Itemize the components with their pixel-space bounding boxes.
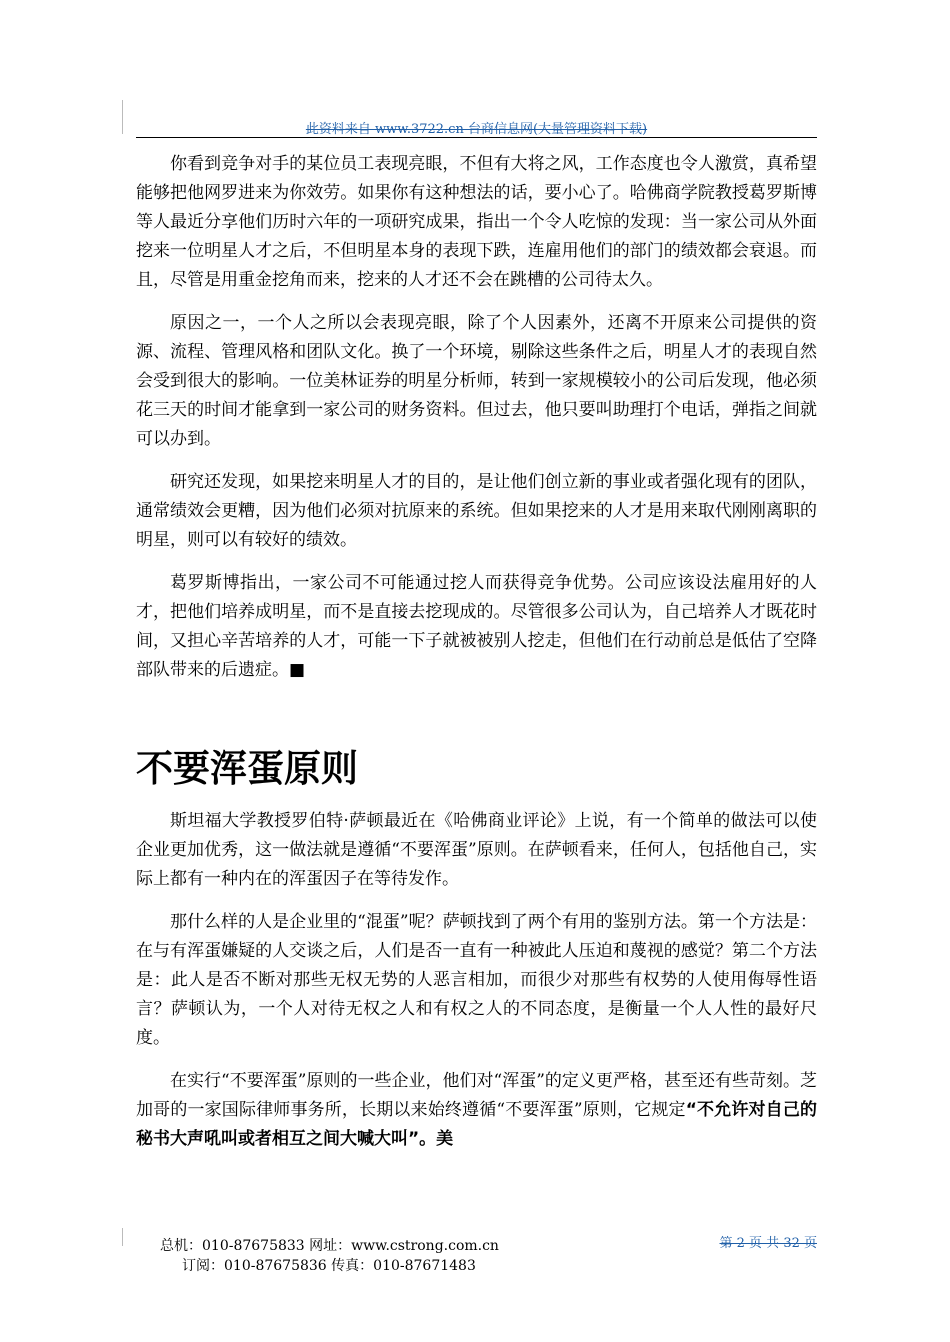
- article-paragraph: 研究还发现，如果挖来明星人才的目的，是让他们创立新的事业或者强化现有的团队，通常绩效会更糟，因为他们必须对抗原来的系统。但如果挖来的人才是用来取代刚刚离职的明星，则可以有较好的绩效。: [136, 472, 817, 550]
- footer-contact-line: 订阅：010-87675836 传真：010-87671483: [182, 1258, 476, 1274]
- emphasized-quote: “不允许对自己的秘书大声吼叫或者相互之间大喊大叫”。美: [136, 1100, 817, 1149]
- article-paragraph: 你看到竞争对手的某位员工表现亮眼，不但有大将之风，工作态度也令人激赏，真希望能够把他网罗进来为你效劳。如果你有这种想法的话，要小心了。哈佛商学院教授葛罗斯博等人最近分享他们历时六年的一项研究成果，指出一个令人吃惊的发现：当一家公司从外面挖来一位明星人才之后，不但明星本身的表现下跌，连雇用他们的部门的绩效都会衰退。而且，尽管是用重金挖角而来，挖来的人才还不会在跳槽的公司待太久。: [136, 154, 817, 290]
- paragraph-text: 在实行“不要浑蛋”原则的一些企业，他们对“浑蛋”的定义更严格，甚至还有些苛刻。芝加哥的一家国际律师事务所，长期以来始终遵循“不要浑蛋”原则，它规定: [136, 1071, 817, 1120]
- article-paragraph: 那什么样的人是企业里的“混蛋”呢？萨顿找到了两个有用的鉴别方法。第一个方法是：在与有浑蛋嫌疑的人交谈之后，人们是否一直有一种被此人压迫和蔑视的感觉？第二个方法是：此人是否不断对那些无权无势的人恶言相加，而很少对那些有权势的人使用侮辱性语言？萨顿认为，一个人对待无权之人和有权之人的不同态度，是衡量一个人人性的最好尺度。: [136, 912, 817, 1048]
- header-source-link[interactable]: 此资料来自 www.3722.cn 台商信息网(大量管理资料下载): [305, 122, 648, 137]
- article-paragraph: 原因之一，一个人之所以会表现亮眼，除了个人因素外，还离不开原来公司提供的资源、流程、管理风格和团队文化。换了一个环境，剔除这些条件之后，明星人才的表现自然会受到很大的影响。一位美林证券的明星分析师，转到一家规模较小的公司后发现，他必须花三天的时间才能拿到一家公司的财务资料。但过去，他只要叫助理打个电话，弹指之间就可以办到。: [136, 313, 817, 449]
- article-paragraph-last: [136, 1067, 817, 1154]
- section-title: 不要浑蛋原则: [136, 747, 358, 790]
- crop-mark-bottom-left: [122, 1228, 123, 1246]
- article-paragraph: 葛罗斯博指出，一家公司不可能通过挖人而获得竞争优势。公司应该设法雇用好的人才，把他们培养成明星，而不是直接去挖现成的。尽管很多公司认为，自己培养人才既花时间，又担心辛苦培养的人才，可能一下子就被被别人挖走，但他们在行动前总是低估了空降部队带来的后遗症。■: [136, 573, 817, 680]
- footer-contact-line: 总机：010-87675833 网址：www.cstrong.com.cn: [160, 1238, 499, 1254]
- header-rule: [136, 137, 817, 138]
- article-paragraph: 斯坦福大学教授罗伯特·萨顿最近在《哈佛商业评论》上说，有一个简单的做法可以使企业更加优秀，这一做法就是遵循“不要浑蛋”原则。在萨顿看来，任何人，包括他自己，实际上都有一种内在的浑蛋因子在等待发作。: [136, 811, 817, 889]
- article-body: [136, 150, 817, 1168]
- footer-contact: [160, 1236, 499, 1276]
- section-gap: [136, 699, 817, 745]
- crop-mark-top-left: [122, 100, 123, 134]
- page-indicator[interactable]: 第 2 页 共 32 页: [719, 1236, 817, 1251]
